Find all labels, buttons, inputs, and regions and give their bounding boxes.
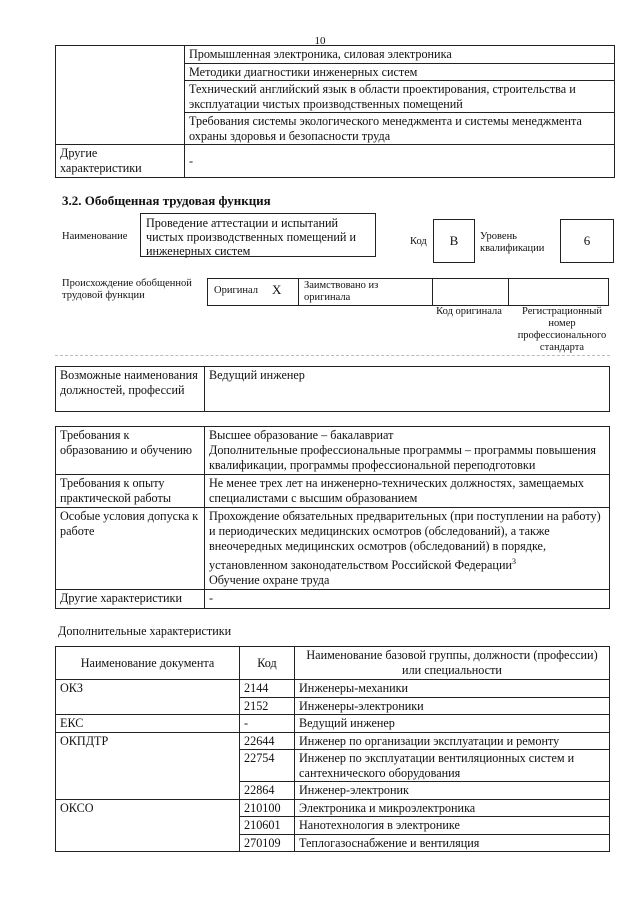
professions-value: Ведущий инженер <box>205 367 610 412</box>
code-cell: 22864 <box>240 782 295 800</box>
origin-label: Происхождение обобщенной трудовой функции <box>62 278 192 301</box>
requirements-table <box>55 426 610 609</box>
other-characteristics-value: - <box>185 145 615 178</box>
doc-cell: ОКСО <box>56 799 240 852</box>
requirement-value <box>205 508 610 590</box>
knowledge-table <box>55 45 615 178</box>
table-row <box>56 475 610 508</box>
divider <box>298 279 299 305</box>
name-cell: Инженер по эксплуатации вентиляционных систем и сантехнического оборудования <box>295 750 610 782</box>
table-row <box>56 367 610 412</box>
level-value-box: 6 <box>560 219 614 263</box>
header-name: Наименование базовой группы, должности (профессии) или специальности <box>295 647 610 680</box>
page-number: 10 <box>314 35 326 47</box>
requirement-text: Прохождение обязательных предварительных (при поступлении на работу) и периодических медицинских осмотров (обследований), а также внеочередных медицинских осмотров (обследований) в порядке, установленном законодательством Российской Федерации$^3$ Обучение охране труда <box>209 509 601 588</box>
name-cell: Инженеры-механики <box>295 680 610 698</box>
table-row <box>56 715 610 733</box>
table-cell: Технический английский язык в области проектирования, строительства и эксплуатации чистых производственных помещений <box>185 81 615 113</box>
additional-title: Дополнительные характеристики <box>58 624 232 638</box>
function-name-box: Проведение аттестации и испытаний чистых производственных помещений и инженерных систем <box>140 213 376 257</box>
table-row <box>56 46 615 64</box>
requirement-value: Высшее образование – бакалавриат Дополнительные профессиональные программы – программы повышения квалификации, программы профессиональной переподготовки <box>205 427 610 475</box>
code-cell: 210601 <box>240 817 295 835</box>
code-value-box: B <box>433 219 475 263</box>
header-doc: Наименование документа <box>56 647 240 680</box>
table-cell-empty <box>56 46 185 145</box>
origin-box <box>207 278 609 306</box>
table-header-row <box>56 647 610 680</box>
professions-table <box>55 366 610 412</box>
table-row <box>56 799 610 817</box>
separator-line <box>55 355 610 356</box>
code-cell: 2144 <box>240 680 295 698</box>
doc-cell: ОКЗ <box>56 680 240 715</box>
name-cell: Нанотехнология в электронике <box>295 817 610 835</box>
table-cell: Требования системы экологического менеджмента и системы менеджмента охраны здоровья и безопасности труда <box>185 113 615 145</box>
requirement-label: Требования к образованию и обучению <box>56 427 205 475</box>
doc-cell: ЕКС <box>56 715 240 733</box>
requirement-value: Не менее трех лет на инженерно-технических должностях, замещаемых специалистами с высшим образованием <box>205 475 610 508</box>
professions-label: Возможные наименования должностей, профессий <box>56 367 205 412</box>
code-cell: 22644 <box>240 732 295 750</box>
code-cell: 22754 <box>240 750 295 782</box>
table-row <box>56 427 610 475</box>
name-cell: Ведущий инженер <box>295 715 610 733</box>
requirement-label: Требования к опыту практической работы <box>56 475 205 508</box>
code-cell: 210100 <box>240 799 295 817</box>
borrowed-label: Заимствовано из оригинала <box>304 280 379 303</box>
table-row <box>56 590 610 609</box>
original-label: Оригинал <box>214 285 258 296</box>
footnote-marker: 3 <box>512 557 517 566</box>
code-original-caption: Код оригинала <box>436 306 502 317</box>
name-label: Наименование <box>62 231 128 242</box>
table-row <box>56 145 615 178</box>
reg-number-caption: Регистрационный номер профессионального стандарта <box>517 306 607 353</box>
code-label: Код <box>410 236 427 247</box>
additional-table <box>55 646 610 852</box>
section-title: 3.2. Обобщенная трудовая функция <box>62 193 271 208</box>
other-characteristics-label: Другие характеристики <box>56 145 185 178</box>
code-cell: 270109 <box>240 834 295 852</box>
original-mark: X <box>272 282 282 297</box>
table-cell: Методики диагностики инженерных систем <box>185 63 615 81</box>
divider <box>508 279 509 305</box>
name-cell: Электроника и микроэлектроника <box>295 799 610 817</box>
name-cell: Инженеры-электроники <box>295 697 610 715</box>
code-cell: 2152 <box>240 697 295 715</box>
level-label: Уровень квалификации <box>480 231 545 254</box>
table-row <box>56 508 610 590</box>
table-row <box>56 680 610 698</box>
divider <box>432 279 433 305</box>
name-cell: Инженер-электроник <box>295 782 610 800</box>
requirement-value: - <box>205 590 610 609</box>
table-row <box>56 732 610 750</box>
name-cell: Теплогазоснабжение и вентиляция <box>295 834 610 852</box>
requirement-label: Другие характеристики <box>56 590 205 609</box>
doc-cell: ОКПДТР <box>56 732 240 799</box>
table-cell: Промышленная электроника, силовая электроника <box>185 46 615 64</box>
name-cell: Инженер по организации эксплуатации и ремонту <box>295 732 610 750</box>
header-code: Код <box>240 647 295 680</box>
code-cell: - <box>240 715 295 733</box>
requirement-label: Особые условия допуска к работе <box>56 508 205 590</box>
